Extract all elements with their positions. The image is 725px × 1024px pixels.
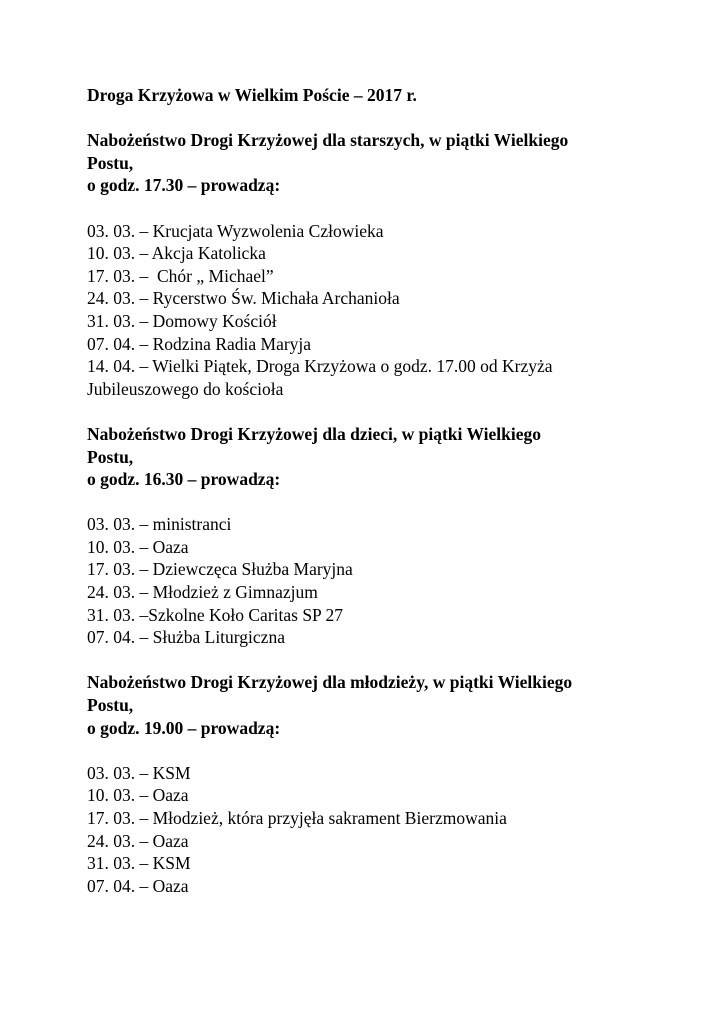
document-page [87, 84, 647, 897]
schedule-entry: 10. 03. – Oaza [87, 536, 189, 557]
section-children [87, 423, 647, 649]
section-heading-line: Postu, [87, 695, 134, 716]
schedule-entry: 03. 03. – Krucjata Wyzwolenia Człowieka [87, 220, 384, 241]
spacer [87, 107, 647, 130]
schedule-entry: 17. 03. – Młodzież, która przyjęła sakrament Bierzmowania [87, 808, 507, 828]
schedule-entry: 07. 04. – Rodzina Radia Maryja [87, 333, 312, 354]
section-elderly [87, 129, 647, 400]
section-heading-line: Postu, [87, 446, 134, 467]
schedule-entry-continued: Jubileuszowego do kościoła [87, 378, 284, 399]
schedule-entry: 03. 03. – ministranci [87, 514, 232, 535]
schedule-entry: 07. 04. – Służba Liturgiczna [87, 627, 285, 648]
spacer [87, 197, 647, 220]
spacer [87, 739, 647, 762]
document-title: Droga Krzyżowa w Wielkim Poście – 2017 r. [87, 85, 417, 105]
section-heading-line: Nabożeństwo Drogi Krzyżowej dla młodzieży, w piątki Wielkiego [87, 672, 573, 693]
spacer [87, 649, 647, 672]
section-heading-line: o godz. 16.30 – prowadzą: [87, 469, 281, 490]
schedule-entry: 03. 03. – KSM [87, 762, 191, 783]
schedule-entry: 17. 03. – Chór „ Michael” [87, 265, 274, 286]
schedule-entry: 10. 03. – Akcja Katolicka [87, 243, 266, 264]
schedule-entry: 14. 04. – Wielki Piątek, Droga Krzyżowa o godz. 17.00 od Krzyża [87, 356, 553, 377]
schedule-entry: 10. 03. – Oaza [87, 785, 189, 806]
section-heading-line: Nabożeństwo Drogi Krzyżowej dla dzieci, w piątki Wielkiego [87, 423, 541, 444]
spacer [87, 491, 647, 514]
section-heading-line: Nabożeństwo Drogi Krzyżowej dla starszych, w piątki Wielkiego [87, 130, 569, 151]
schedule-entry: 31. 03. – Domowy Kościół [87, 310, 277, 331]
schedule-entry: 17. 03. – Dziewczęca Służba Maryjna [87, 559, 353, 580]
section-youth [87, 671, 647, 897]
schedule-entry: 31. 03. – KSM [87, 853, 191, 874]
section-heading-line: o godz. 19.00 – prowadzą: [87, 717, 281, 738]
spacer [87, 400, 647, 423]
section-heading-line: Postu, [87, 152, 134, 173]
schedule-entry: 24. 03. – Rycerstwo Św. Michała Archanioła [87, 288, 400, 309]
schedule-entry: 24. 03. – Oaza [87, 830, 189, 851]
schedule-entry: 24. 03. – Młodzież z Gimnazjum [87, 582, 318, 603]
section-heading-line: o godz. 17.30 – prowadzą: [87, 175, 281, 196]
schedule-entry: 07. 04. – Oaza [87, 875, 189, 896]
schedule-entry: 31. 03. –Szkolne Koło Caritas SP 27 [87, 604, 344, 625]
